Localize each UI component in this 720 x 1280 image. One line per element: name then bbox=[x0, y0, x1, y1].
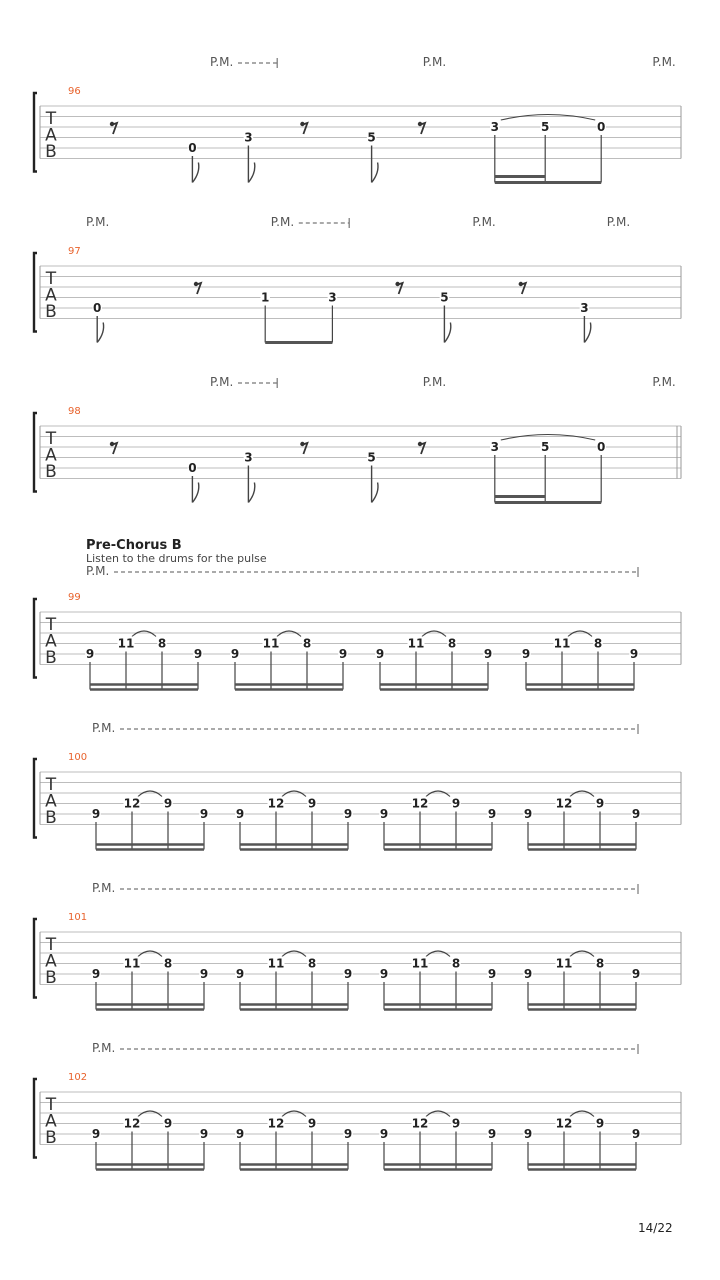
palm-mute-label: P.M. bbox=[652, 375, 676, 389]
palm-mute-label: P.M. bbox=[86, 564, 110, 578]
fret-number: 12 bbox=[267, 1116, 285, 1131]
slur bbox=[570, 1111, 594, 1117]
fret-number: 8 bbox=[447, 636, 457, 651]
fret-number: 5 bbox=[541, 120, 550, 134]
system-bracket bbox=[34, 93, 37, 172]
fret-number: 5 bbox=[541, 440, 550, 454]
note-flag bbox=[584, 323, 590, 343]
tab-clef-letter: A bbox=[45, 285, 57, 306]
note-flag bbox=[192, 163, 198, 183]
slur bbox=[422, 631, 446, 637]
tab-system-102 bbox=[34, 1041, 681, 1170]
fret-number: 12 bbox=[411, 796, 429, 811]
tab-clef-letter: T bbox=[45, 615, 57, 635]
fret-number: 9 bbox=[230, 647, 240, 661]
fret-number: 3 bbox=[490, 440, 499, 454]
fret-number: 12 bbox=[123, 796, 141, 811]
fret-number: 9 bbox=[343, 1127, 353, 1141]
fret-number: 5 bbox=[367, 450, 376, 465]
fret-number: 9 bbox=[483, 647, 493, 661]
eighth-rest bbox=[520, 283, 526, 294]
eighth-rest bbox=[111, 443, 117, 454]
palm-mute-label: P.M. bbox=[86, 215, 110, 229]
tab-clef-letter: T bbox=[45, 935, 57, 955]
fret-number: 8 bbox=[593, 636, 603, 651]
fret-number: 9 bbox=[487, 1127, 497, 1141]
fret-number: 9 bbox=[199, 807, 209, 821]
palm-mute-label: P.M. bbox=[92, 1041, 116, 1055]
fret-number: 3 bbox=[244, 130, 253, 145]
fret-number: 9 bbox=[199, 967, 209, 981]
slur bbox=[132, 631, 156, 637]
palm-mute-label: P.M. bbox=[422, 55, 447, 69]
fret-number: 8 bbox=[157, 636, 167, 651]
fret-number: 9 bbox=[521, 647, 531, 661]
tab-clef-letter: B bbox=[45, 648, 57, 668]
note-flag bbox=[444, 323, 450, 343]
tab-clef-letter: T bbox=[45, 1095, 57, 1115]
eighth-rest bbox=[301, 123, 307, 134]
tab-system-97 bbox=[34, 215, 681, 343]
fret-number: 0 bbox=[188, 461, 197, 475]
system-bracket bbox=[34, 413, 37, 492]
fret-number: 9 bbox=[307, 796, 317, 811]
fret-number: 9 bbox=[595, 1116, 605, 1131]
system-bracket bbox=[34, 253, 37, 332]
fret-number: 5 bbox=[440, 290, 449, 305]
tab-clef-letter: A bbox=[45, 631, 57, 652]
fret-number: 9 bbox=[163, 1116, 173, 1131]
tab-clef-letter: B bbox=[45, 302, 57, 322]
fret-number: 11 bbox=[411, 956, 429, 971]
slur bbox=[282, 951, 306, 957]
tab-clef-letter: B bbox=[45, 968, 57, 988]
slur bbox=[570, 951, 594, 957]
measure-number: 100 bbox=[68, 752, 88, 763]
section-note: Listen to the drums for the pulse bbox=[86, 552, 267, 565]
slur bbox=[568, 631, 592, 637]
note-flag bbox=[248, 483, 254, 503]
slur bbox=[138, 951, 162, 957]
fret-number: 11 bbox=[117, 636, 135, 651]
system-bracket bbox=[34, 1079, 37, 1158]
note-flag bbox=[372, 483, 378, 503]
fret-number: 9 bbox=[343, 807, 353, 821]
fret-number: 9 bbox=[91, 1127, 101, 1141]
fret-number: 12 bbox=[267, 796, 285, 811]
fret-number: 9 bbox=[487, 807, 497, 821]
fret-number: 9 bbox=[379, 1127, 389, 1141]
tab-system-100 bbox=[34, 721, 681, 850]
fret-number: 9 bbox=[595, 796, 605, 811]
tab-clef-letter: B bbox=[45, 462, 57, 482]
tab-system-99 bbox=[34, 538, 681, 690]
fret-number: 8 bbox=[302, 636, 312, 651]
note-flag bbox=[372, 163, 378, 183]
slur bbox=[570, 791, 594, 797]
fret-number: 12 bbox=[555, 1116, 573, 1131]
measure-number: 96 bbox=[68, 86, 81, 97]
palm-mute-label: P.M. bbox=[210, 375, 234, 389]
fret-number: 9 bbox=[523, 1127, 533, 1141]
fret-number: 8 bbox=[451, 956, 461, 971]
fret-number: 11 bbox=[555, 956, 573, 971]
tab-clef-letter: A bbox=[45, 791, 57, 812]
eighth-rest bbox=[195, 283, 201, 294]
fret-number: 0 bbox=[597, 120, 606, 134]
eighth-rest bbox=[397, 283, 403, 294]
eighth-rest bbox=[419, 123, 425, 134]
tab-clef-letter: A bbox=[45, 1111, 57, 1132]
note-flag bbox=[248, 163, 254, 183]
eighth-rest bbox=[111, 123, 117, 134]
system-bracket bbox=[34, 759, 37, 838]
fret-number: 9 bbox=[631, 807, 641, 821]
fret-number: 0 bbox=[93, 301, 102, 315]
fret-number: 9 bbox=[91, 807, 101, 821]
measure-number: 99 bbox=[68, 592, 81, 603]
slur bbox=[426, 791, 450, 797]
slur bbox=[277, 631, 301, 637]
fret-number: 9 bbox=[91, 967, 101, 981]
slur bbox=[426, 951, 450, 957]
fret-number: 12 bbox=[123, 1116, 141, 1131]
fret-number: 9 bbox=[307, 1116, 317, 1131]
measure-number: 102 bbox=[68, 1072, 88, 1083]
fret-number: 3 bbox=[328, 290, 337, 305]
fret-number: 11 bbox=[553, 636, 571, 651]
fret-number: 9 bbox=[451, 1116, 461, 1131]
slur bbox=[138, 791, 162, 797]
tab-clef-letter: T bbox=[45, 269, 57, 289]
note-flag bbox=[97, 323, 103, 343]
tab-clef-letter: B bbox=[45, 1128, 57, 1148]
slur bbox=[282, 1111, 306, 1117]
fret-number: 9 bbox=[379, 807, 389, 821]
fret-number: 8 bbox=[307, 956, 317, 971]
fret-number: 3 bbox=[244, 450, 253, 465]
fret-number: 9 bbox=[487, 967, 497, 981]
fret-number: 9 bbox=[379, 967, 389, 981]
page-number: 14/22 bbox=[638, 1221, 673, 1235]
fret-number: 1 bbox=[261, 290, 270, 305]
fret-number: 9 bbox=[338, 647, 348, 661]
fret-number: 0 bbox=[188, 141, 197, 155]
fret-number: 9 bbox=[235, 807, 245, 821]
palm-mute-label: P.M. bbox=[270, 215, 295, 229]
tab-clef-letter: A bbox=[45, 445, 57, 466]
fret-number: 9 bbox=[235, 1127, 245, 1141]
fret-number: 9 bbox=[631, 1127, 641, 1141]
eighth-rest bbox=[419, 443, 425, 454]
fret-number: 0 bbox=[597, 440, 606, 454]
fret-number: 9 bbox=[199, 1127, 209, 1141]
palm-mute-label: P.M. bbox=[92, 721, 116, 735]
fret-number: 9 bbox=[85, 647, 95, 661]
fret-number: 9 bbox=[451, 796, 461, 811]
fret-number: 9 bbox=[343, 967, 353, 981]
section-title: Pre-Chorus B bbox=[86, 538, 182, 553]
slur bbox=[282, 791, 306, 797]
tab-clef-letter: T bbox=[45, 109, 57, 129]
tab-clef-letter: B bbox=[45, 142, 57, 162]
slur bbox=[138, 1111, 162, 1117]
palm-mute-label: P.M. bbox=[652, 55, 676, 69]
measure-number: 101 bbox=[68, 912, 88, 923]
palm-mute-label: P.M. bbox=[472, 215, 496, 229]
palm-mute-label: P.M. bbox=[422, 375, 447, 389]
fret-number: 3 bbox=[580, 301, 589, 315]
fret-number: 9 bbox=[163, 796, 173, 811]
tab-clef-letter: T bbox=[45, 775, 57, 795]
tab-system-101 bbox=[34, 881, 681, 1010]
fret-number: 11 bbox=[407, 636, 425, 651]
system-bracket bbox=[34, 919, 37, 998]
fret-number: 9 bbox=[523, 967, 533, 981]
eighth-rest bbox=[301, 443, 307, 454]
system-bracket bbox=[34, 599, 37, 678]
fret-number: 8 bbox=[595, 956, 605, 971]
palm-mute-label: P.M. bbox=[606, 215, 631, 229]
fret-number: 9 bbox=[235, 967, 245, 981]
fret-number: 9 bbox=[631, 967, 641, 981]
fret-number: 3 bbox=[490, 120, 499, 134]
palm-mute-label: P.M. bbox=[210, 55, 234, 69]
fret-number: 9 bbox=[375, 647, 385, 661]
tab-clef-letter: A bbox=[45, 951, 57, 972]
tab-system-98 bbox=[34, 375, 681, 503]
measure-number: 98 bbox=[68, 406, 81, 417]
fret-number: 11 bbox=[262, 636, 280, 651]
tab-clef-letter: T bbox=[45, 429, 57, 449]
fret-number: 8 bbox=[163, 956, 173, 971]
fret-number: 11 bbox=[267, 956, 285, 971]
fret-number: 9 bbox=[193, 647, 203, 661]
tab-system-96 bbox=[34, 55, 681, 183]
tab-clef-letter: B bbox=[45, 808, 57, 828]
note-flag bbox=[192, 483, 198, 503]
tab-clef-letter: A bbox=[45, 125, 57, 146]
fret-number: 9 bbox=[523, 807, 533, 821]
fret-number: 11 bbox=[123, 956, 141, 971]
slur bbox=[426, 1111, 450, 1117]
fret-number: 5 bbox=[367, 130, 376, 145]
fret-number: 9 bbox=[629, 647, 639, 661]
measure-number: 97 bbox=[68, 246, 81, 257]
fret-number: 12 bbox=[555, 796, 573, 811]
palm-mute-label: P.M. bbox=[92, 881, 116, 895]
fret-number: 12 bbox=[411, 1116, 429, 1131]
